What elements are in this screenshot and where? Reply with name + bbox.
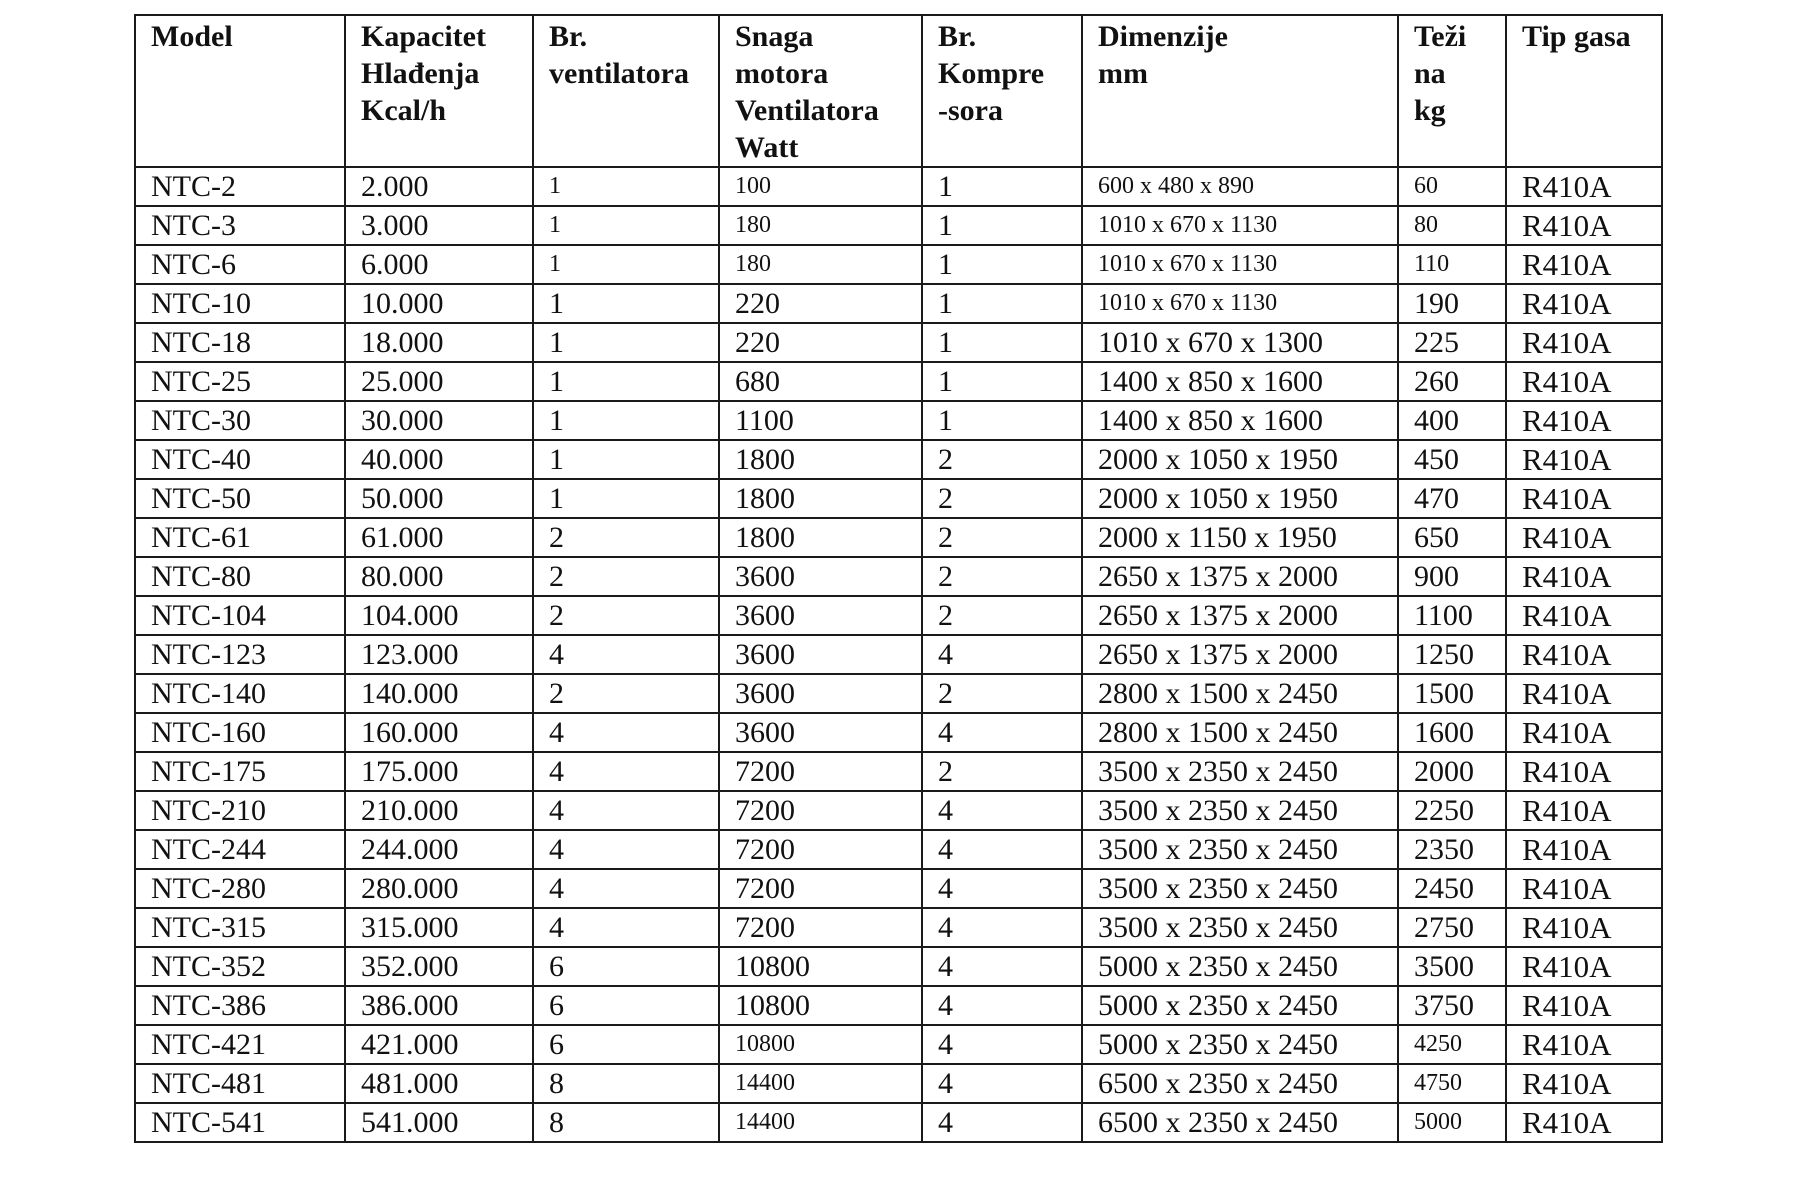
table-body [135, 167, 1662, 1142]
cell-cooling-capacity: 30.000 [345, 401, 533, 440]
cell-model: NTC-6 [135, 245, 345, 284]
header-cooling-capacity [345, 15, 533, 167]
cell-dimensions: 3500 x 2350 x 2450 [1082, 830, 1398, 869]
cell-cooling-capacity: 352.000 [345, 947, 533, 986]
cell-dimensions: 2800 x 1500 x 2450 [1082, 674, 1398, 713]
cell-gas-type: R410A [1506, 596, 1662, 635]
cell-weight: 5000 [1398, 1103, 1506, 1142]
cell-fan-motor-power: 7200 [719, 752, 922, 791]
cell-compressor-count: 2 [922, 596, 1082, 635]
cell-dimensions: 2650 x 1375 x 2000 [1082, 557, 1398, 596]
cell-dimensions: 2800 x 1500 x 2450 [1082, 713, 1398, 752]
table-row [135, 557, 1662, 596]
cell-gas-type: R410A [1506, 323, 1662, 362]
cell-fan-count: 1 [533, 362, 719, 401]
cell-gas-type: R410A [1506, 869, 1662, 908]
header-line: mm [1098, 57, 1148, 90]
table-row [135, 947, 1662, 986]
table-row [135, 323, 1662, 362]
cell-fan-count: 2 [533, 674, 719, 713]
header-line: Dimenzije [1098, 20, 1228, 53]
cell-cooling-capacity: 315.000 [345, 908, 533, 947]
cell-gas-type: R410A [1506, 284, 1662, 323]
cell-model: NTC-175 [135, 752, 345, 791]
cell-compressor-count: 1 [922, 206, 1082, 245]
cell-weight: 4250 [1398, 1025, 1506, 1064]
cell-cooling-capacity: 280.000 [345, 869, 533, 908]
header-line: Br. [938, 20, 977, 53]
table-row [135, 596, 1662, 635]
cell-model: NTC-140 [135, 674, 345, 713]
cell-gas-type: R410A [1506, 752, 1662, 791]
cell-model: NTC-3 [135, 206, 345, 245]
cell-fan-count: 1 [533, 479, 719, 518]
header-line: na [1414, 57, 1446, 90]
cell-fan-motor-power: 3600 [719, 635, 922, 674]
cell-dimensions: 5000 x 2350 x 2450 [1082, 986, 1398, 1025]
cell-cooling-capacity: 40.000 [345, 440, 533, 479]
cell-cooling-capacity: 481.000 [345, 1064, 533, 1103]
cell-weight: 260 [1398, 362, 1506, 401]
cell-cooling-capacity: 3.000 [345, 206, 533, 245]
header-line: Watt [735, 131, 799, 164]
cell-model: NTC-30 [135, 401, 345, 440]
header-line: Teži [1414, 20, 1467, 53]
cell-gas-type: R410A [1506, 440, 1662, 479]
table-row [135, 791, 1662, 830]
cell-gas-type: R410A [1506, 1025, 1662, 1064]
cell-fan-count: 4 [533, 752, 719, 791]
cell-fan-motor-power: 1800 [719, 479, 922, 518]
cell-compressor-count: 1 [922, 401, 1082, 440]
table-row [135, 479, 1662, 518]
cell-weight: 1500 [1398, 674, 1506, 713]
header-line: motora [735, 57, 829, 90]
cell-fan-count: 1 [533, 440, 719, 479]
table-row [135, 1103, 1662, 1142]
cell-weight: 1600 [1398, 713, 1506, 752]
cell-compressor-count: 2 [922, 440, 1082, 479]
cell-compressor-count: 2 [922, 752, 1082, 791]
cell-gas-type: R410A [1506, 206, 1662, 245]
cell-weight: 60 [1398, 167, 1506, 206]
cell-weight: 225 [1398, 323, 1506, 362]
header-line: Kcal/h [361, 94, 447, 127]
cell-model: NTC-40 [135, 440, 345, 479]
cell-fan-motor-power: 10800 [719, 947, 922, 986]
cell-dimensions: 6500 x 2350 x 2450 [1082, 1064, 1398, 1103]
header-fan-motor-power [719, 15, 922, 167]
header-line: Kapacitet [361, 20, 486, 53]
cell-cooling-capacity: 104.000 [345, 596, 533, 635]
table-row [135, 284, 1662, 323]
cell-dimensions: 600 x 480 x 890 [1082, 167, 1398, 206]
cell-fan-count: 1 [533, 245, 719, 284]
cell-weight: 1250 [1398, 635, 1506, 674]
cell-gas-type: R410A [1506, 908, 1662, 947]
cell-compressor-count: 4 [922, 1025, 1082, 1064]
cell-model: NTC-352 [135, 947, 345, 986]
cell-gas-type: R410A [1506, 245, 1662, 284]
cell-cooling-capacity: 18.000 [345, 323, 533, 362]
cell-weight: 1100 [1398, 596, 1506, 635]
table-row [135, 1025, 1662, 1064]
cell-model: NTC-18 [135, 323, 345, 362]
cell-compressor-count: 4 [922, 908, 1082, 947]
cell-fan-count: 4 [533, 908, 719, 947]
cell-fan-motor-power: 680 [719, 362, 922, 401]
header-line: kg [1414, 94, 1446, 127]
table-row [135, 869, 1662, 908]
cell-gas-type: R410A [1506, 674, 1662, 713]
cell-dimensions: 1400 x 850 x 1600 [1082, 362, 1398, 401]
header-line: Snaga [735, 20, 814, 53]
cell-gas-type: R410A [1506, 362, 1662, 401]
cell-model: NTC-315 [135, 908, 345, 947]
cell-cooling-capacity: 61.000 [345, 518, 533, 557]
cell-weight: 2450 [1398, 869, 1506, 908]
cell-model: NTC-541 [135, 1103, 345, 1142]
cell-dimensions: 3500 x 2350 x 2450 [1082, 791, 1398, 830]
cell-dimensions: 3500 x 2350 x 2450 [1082, 869, 1398, 908]
cell-weight: 190 [1398, 284, 1506, 323]
cell-compressor-count: 2 [922, 557, 1082, 596]
cell-gas-type: R410A [1506, 479, 1662, 518]
cell-model: NTC-25 [135, 362, 345, 401]
cell-compressor-count: 2 [922, 518, 1082, 557]
cell-fan-motor-power: 7200 [719, 830, 922, 869]
cell-cooling-capacity: 140.000 [345, 674, 533, 713]
header-fan-count [533, 15, 719, 167]
table-row [135, 518, 1662, 557]
cell-dimensions: 1400 x 850 x 1600 [1082, 401, 1398, 440]
cell-fan-count: 4 [533, 791, 719, 830]
cell-fan-count: 1 [533, 206, 719, 245]
header-line: Ventilatora [735, 94, 879, 127]
cell-dimensions: 1010 x 670 x 1130 [1082, 245, 1398, 284]
cell-fan-motor-power: 180 [719, 206, 922, 245]
cell-gas-type: R410A [1506, 518, 1662, 557]
cell-fan-motor-power: 1800 [719, 440, 922, 479]
table-row [135, 752, 1662, 791]
cell-weight: 3500 [1398, 947, 1506, 986]
cell-weight: 110 [1398, 245, 1506, 284]
cell-weight: 4750 [1398, 1064, 1506, 1103]
cell-dimensions: 3500 x 2350 x 2450 [1082, 908, 1398, 947]
cell-gas-type: R410A [1506, 1064, 1662, 1103]
cell-model: NTC-61 [135, 518, 345, 557]
cell-model: NTC-210 [135, 791, 345, 830]
cell-weight: 470 [1398, 479, 1506, 518]
cell-fan-count: 4 [533, 635, 719, 674]
cell-weight: 650 [1398, 518, 1506, 557]
header-line: -sora [938, 94, 1003, 127]
header-line: Hlađenja [361, 57, 480, 90]
cell-fan-count: 2 [533, 557, 719, 596]
cell-dimensions: 6500 x 2350 x 2450 [1082, 1103, 1398, 1142]
cell-fan-motor-power: 10800 [719, 1025, 922, 1064]
cell-dimensions: 1010 x 670 x 1300 [1082, 323, 1398, 362]
header-line: Br. [549, 20, 588, 53]
cell-cooling-capacity: 50.000 [345, 479, 533, 518]
table-row [135, 401, 1662, 440]
cell-dimensions: 1010 x 670 x 1130 [1082, 284, 1398, 323]
cell-model: NTC-123 [135, 635, 345, 674]
cell-cooling-capacity: 10.000 [345, 284, 533, 323]
cell-model: NTC-160 [135, 713, 345, 752]
header-dimensions [1082, 15, 1398, 167]
cell-fan-motor-power: 7200 [719, 908, 922, 947]
cell-fan-count: 4 [533, 869, 719, 908]
cell-cooling-capacity: 80.000 [345, 557, 533, 596]
header-line: ventilatora [549, 57, 689, 90]
cell-gas-type: R410A [1506, 167, 1662, 206]
cell-compressor-count: 1 [922, 362, 1082, 401]
cell-compressor-count: 4 [922, 791, 1082, 830]
cell-cooling-capacity: 386.000 [345, 986, 533, 1025]
cell-fan-motor-power: 180 [719, 245, 922, 284]
table-row [135, 635, 1662, 674]
cell-gas-type: R410A [1506, 635, 1662, 674]
cell-weight: 2000 [1398, 752, 1506, 791]
cell-dimensions: 1010 x 670 x 1130 [1082, 206, 1398, 245]
cell-cooling-capacity: 2.000 [345, 167, 533, 206]
cell-compressor-count: 1 [922, 245, 1082, 284]
cell-model: NTC-2 [135, 167, 345, 206]
cell-fan-count: 1 [533, 284, 719, 323]
cell-dimensions: 2000 x 1050 x 1950 [1082, 440, 1398, 479]
cell-fan-motor-power: 14400 [719, 1064, 922, 1103]
cell-model: NTC-421 [135, 1025, 345, 1064]
cell-compressor-count: 4 [922, 1064, 1082, 1103]
cell-gas-type: R410A [1506, 791, 1662, 830]
cell-fan-motor-power: 3600 [719, 713, 922, 752]
cell-compressor-count: 4 [922, 947, 1082, 986]
cell-model: NTC-481 [135, 1064, 345, 1103]
cell-weight: 900 [1398, 557, 1506, 596]
cell-fan-count: 1 [533, 401, 719, 440]
cell-weight: 2350 [1398, 830, 1506, 869]
header-gas-type [1506, 15, 1662, 167]
cell-fan-count: 2 [533, 518, 719, 557]
cell-fan-motor-power: 1100 [719, 401, 922, 440]
table-row [135, 167, 1662, 206]
cell-weight: 2750 [1398, 908, 1506, 947]
cell-model: NTC-280 [135, 869, 345, 908]
cell-fan-motor-power: 100 [719, 167, 922, 206]
cell-cooling-capacity: 175.000 [345, 752, 533, 791]
cell-model: NTC-244 [135, 830, 345, 869]
cell-gas-type: R410A [1506, 401, 1662, 440]
cell-cooling-capacity: 541.000 [345, 1103, 533, 1142]
cell-cooling-capacity: 123.000 [345, 635, 533, 674]
cell-compressor-count: 4 [922, 1103, 1082, 1142]
cell-weight: 400 [1398, 401, 1506, 440]
cell-gas-type: R410A [1506, 830, 1662, 869]
cell-fan-motor-power: 7200 [719, 869, 922, 908]
header-line: Model [151, 20, 233, 53]
cell-dimensions: 2000 x 1050 x 1950 [1082, 479, 1398, 518]
cell-compressor-count: 4 [922, 635, 1082, 674]
cell-dimensions: 5000 x 2350 x 2450 [1082, 1025, 1398, 1064]
cell-compressor-count: 1 [922, 323, 1082, 362]
cell-model: NTC-386 [135, 986, 345, 1025]
cell-fan-count: 6 [533, 1025, 719, 1064]
cell-cooling-capacity: 421.000 [345, 1025, 533, 1064]
cell-fan-count: 2 [533, 596, 719, 635]
cell-compressor-count: 4 [922, 986, 1082, 1025]
table-row [135, 674, 1662, 713]
table-row [135, 908, 1662, 947]
cell-compressor-count: 2 [922, 479, 1082, 518]
cell-compressor-count: 4 [922, 713, 1082, 752]
cell-fan-motor-power: 10800 [719, 986, 922, 1025]
cell-compressor-count: 2 [922, 674, 1082, 713]
cell-fan-motor-power: 220 [719, 323, 922, 362]
cell-dimensions: 5000 x 2350 x 2450 [1082, 947, 1398, 986]
cell-cooling-capacity: 25.000 [345, 362, 533, 401]
cell-cooling-capacity: 6.000 [345, 245, 533, 284]
cell-model: NTC-50 [135, 479, 345, 518]
cell-cooling-capacity: 160.000 [345, 713, 533, 752]
table-header-row [135, 15, 1662, 167]
cell-dimensions: 2650 x 1375 x 2000 [1082, 635, 1398, 674]
cell-weight: 450 [1398, 440, 1506, 479]
cell-fan-count: 8 [533, 1103, 719, 1142]
cell-compressor-count: 1 [922, 167, 1082, 206]
cell-fan-count: 4 [533, 713, 719, 752]
cell-fan-count: 8 [533, 1064, 719, 1103]
table-row [135, 440, 1662, 479]
cell-compressor-count: 1 [922, 284, 1082, 323]
cell-fan-count: 1 [533, 167, 719, 206]
table-row [135, 1064, 1662, 1103]
cell-fan-motor-power: 220 [719, 284, 922, 323]
cell-fan-count: 1 [533, 323, 719, 362]
cell-fan-motor-power: 7200 [719, 791, 922, 830]
cell-fan-count: 6 [533, 947, 719, 986]
cell-fan-motor-power: 3600 [719, 674, 922, 713]
header-line: Tip gasa [1522, 20, 1631, 53]
spec-table [134, 14, 1663, 1143]
header-model [135, 15, 345, 167]
cell-gas-type: R410A [1506, 713, 1662, 752]
table-row [135, 986, 1662, 1025]
cell-model: NTC-10 [135, 284, 345, 323]
cell-fan-count: 6 [533, 986, 719, 1025]
cell-weight: 2250 [1398, 791, 1506, 830]
table-row [135, 206, 1662, 245]
cell-model: NTC-104 [135, 596, 345, 635]
cell-compressor-count: 4 [922, 869, 1082, 908]
cell-fan-count: 4 [533, 830, 719, 869]
cell-gas-type: R410A [1506, 947, 1662, 986]
cell-fan-motor-power: 3600 [719, 557, 922, 596]
table-row [135, 245, 1662, 284]
cell-compressor-count: 4 [922, 830, 1082, 869]
cell-fan-motor-power: 3600 [719, 596, 922, 635]
table-row [135, 362, 1662, 401]
cell-cooling-capacity: 244.000 [345, 830, 533, 869]
table-row [135, 713, 1662, 752]
cell-weight: 80 [1398, 206, 1506, 245]
cell-dimensions: 2650 x 1375 x 2000 [1082, 596, 1398, 635]
cell-dimensions: 2000 x 1150 x 1950 [1082, 518, 1398, 557]
cell-model: NTC-80 [135, 557, 345, 596]
cell-fan-motor-power: 14400 [719, 1103, 922, 1142]
header-weight [1398, 15, 1506, 167]
table-row [135, 830, 1662, 869]
cell-dimensions: 3500 x 2350 x 2450 [1082, 752, 1398, 791]
cell-gas-type: R410A [1506, 1103, 1662, 1142]
cell-weight: 3750 [1398, 986, 1506, 1025]
header-compressor-count [922, 15, 1082, 167]
cell-gas-type: R410A [1506, 557, 1662, 596]
cell-gas-type: R410A [1506, 986, 1662, 1025]
cell-fan-motor-power: 1800 [719, 518, 922, 557]
cell-cooling-capacity: 210.000 [345, 791, 533, 830]
header-line: Kompre [938, 57, 1045, 90]
